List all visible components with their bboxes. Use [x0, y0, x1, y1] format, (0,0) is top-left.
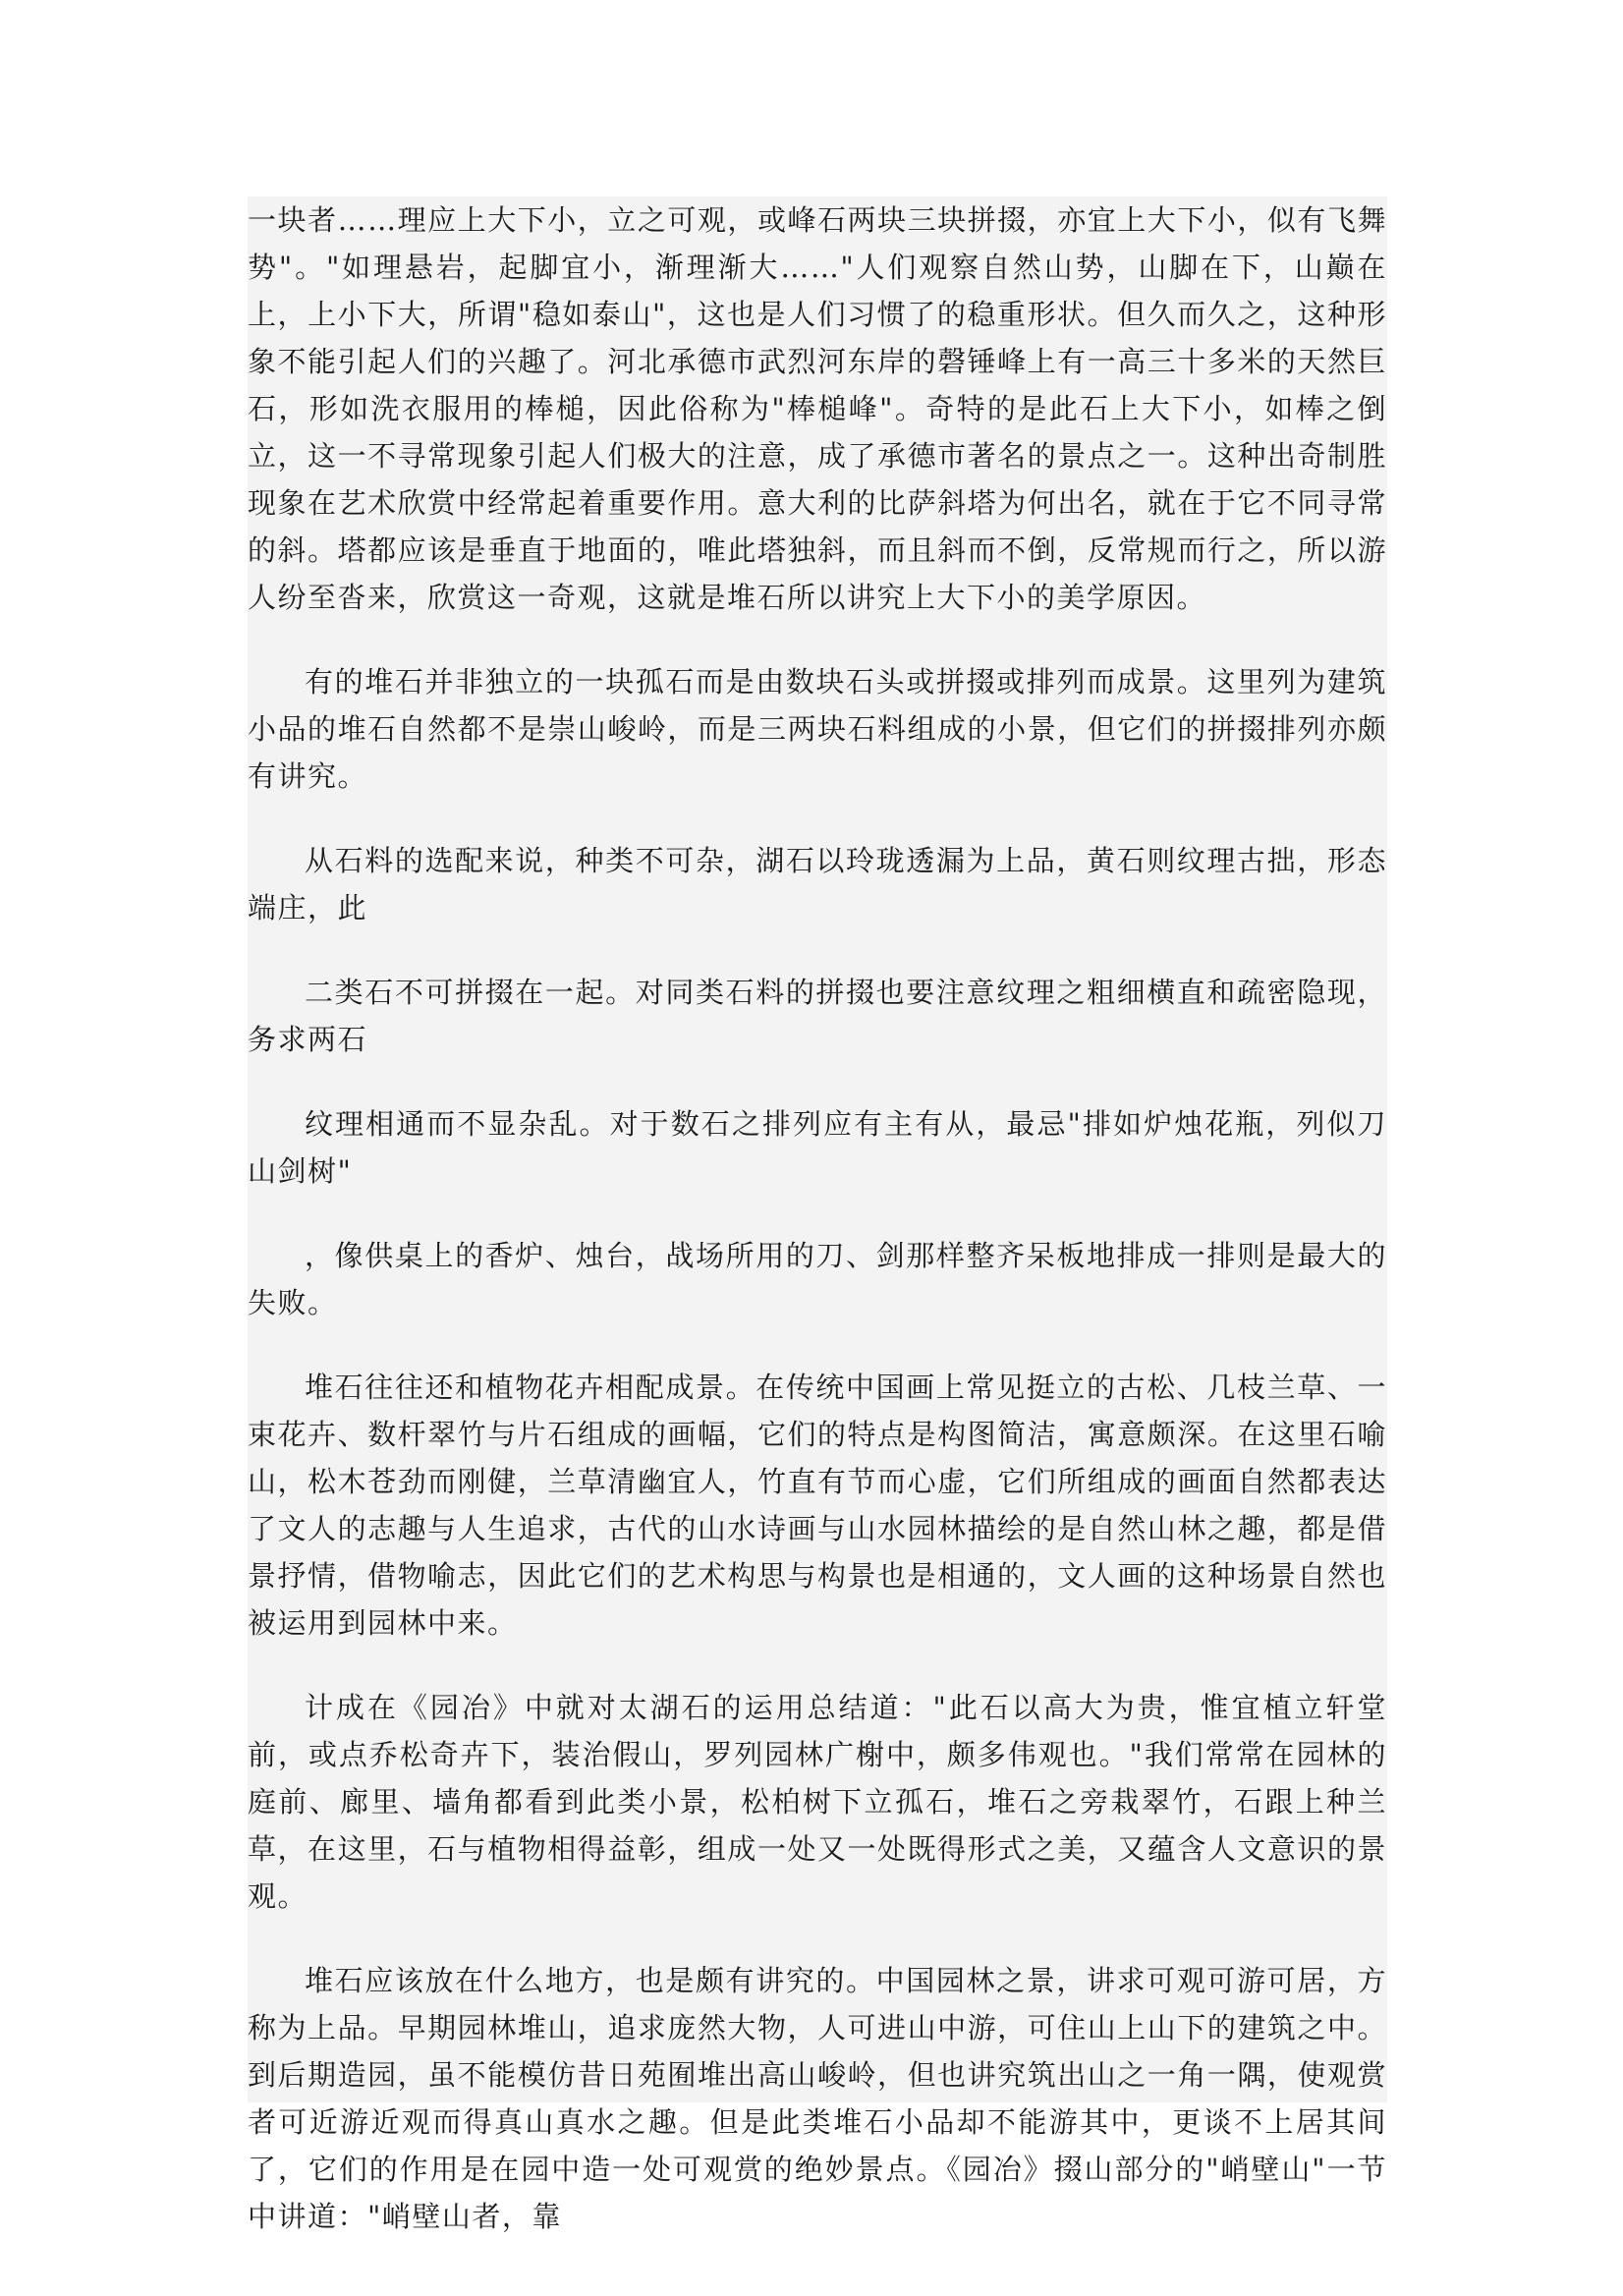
paragraph-6: ，像供桌上的香炉、烛台，战场所用的刀、剑那样整齐呆板地排成一排则是最大的失败。: [248, 1239, 1387, 1319]
paragraph-2: 有的堆石并非独立的一块孤石而是由数块石头或拼掇或排列而成景。这里列为建筑小品的堆石自然都不是崇山峻岭，而是三两块石料组成的小景，但它们的拼掇排列亦颇有讲究。: [248, 665, 1387, 793]
paragraph-4: 二类石不可拼掇在一起。对同类石料的拼掇也要注意纹理之粗细横直和疏密隐现，务求两石: [248, 976, 1387, 1056]
paragraph-1: 一块者……理应上大下小，立之可观，或峰石两块三块拼掇，亦宜上大下小，似有飞舞势"。"如理悬岩，起脚宜小，渐理渐大……"人们观察自然山势，山脚在下，山巅在上，上小下大，所谓"稳如泰山"，这也是人们习惯了的稳重形状。但久而久之，这种形象不能引起人们的兴趣了。河北承德市武烈河东岸的磬锤峰上有一高三十多米的天然巨石，形如洗衣服用的棒槌，因此俗称为"棒槌峰"。奇特的是此石上大下小，如棒之倒立，这一不寻常现象引起人们极大的注意，成了承德市著名的景点之一。这种出奇制胜现象在艺术欣赏中经常起着重要作用。意大利的比萨斜塔为何出名，就在于它不同寻常的斜。塔都应该是垂直于地面的，唯此塔独斜，而且斜而不倒，反常规而行之，所以游人纷至沓来，欣赏这一奇观，这就是堆石所以讲究上大下小的美学原因。: [248, 203, 1387, 614]
paragraph-9: 堆石应该放在什么地方，也是颇有讲究的。中国园林之景，讲求可观可游可居，方称为上品。早期园林堆山，追求庞然大物，人可进山中游，可住山上山下的建筑之中。到后期造园，虽不能模仿昔日苑囿堆出高山峻岭，但也讲究筑出山之一角一隅，使观赏者可近游近观而得真山真水之趣。但是此类堆石小品却不能游其中，更谈不上居其间了，它们的作用是在园中造一处可观赏的绝妙景点。《园冶》掇山部分的"峭壁山"一节中讲道："峭壁山者，靠: [248, 1964, 1387, 2233]
paragraph-5: 纹理相通而不显杂乱。对于数石之排列应有主有从，最忌"排如炉烛花瓶，列似刀山剑树": [248, 1107, 1387, 1188]
document-page: [248, 196, 1387, 2233]
paragraph-7: 堆石往往还和植物花卉相配成景。在传统中国画上常见挺立的古松、几枝兰草、一束花卉、数杆翠竹与片石组成的画幅，它们的特点是构图简洁，寓意颇深。在这里石喻山，松木苍劲而刚健，兰草清幽宜人，竹直有节而心虚，它们所组成的画面自然都表达了文人的志趣与人生追求，古代的山水诗画与山水园林描绘的是自然山林之趣，都是借景抒情，借物喻志，因此它们的艺术构思与构景也是相通的，文人画的这种场景自然也被运用到园林中来。: [248, 1371, 1387, 1640]
paragraph-8: 计成在《园冶》中就对太湖石的运用总结道："此石以高大为贵，惟宜植立轩堂前，或点乔松奇卉下，装治假山，罗列园林广榭中，颇多伟观也。"我们常常在园林的庭前、廊里、墙角都看到此类小景，松柏树下立孤石，堆石之旁栽翠竹，石跟上种兰草，在这里，石与植物相得益彰，组成一处又一处既得形式之美，又蕴含人文意识的景观。: [248, 1691, 1387, 1913]
paragraph-3: 从石料的选配来说，种类不可杂，湖石以玲珑透漏为上品，黄石则纹理古拙，形态端庄，此: [248, 844, 1387, 924]
